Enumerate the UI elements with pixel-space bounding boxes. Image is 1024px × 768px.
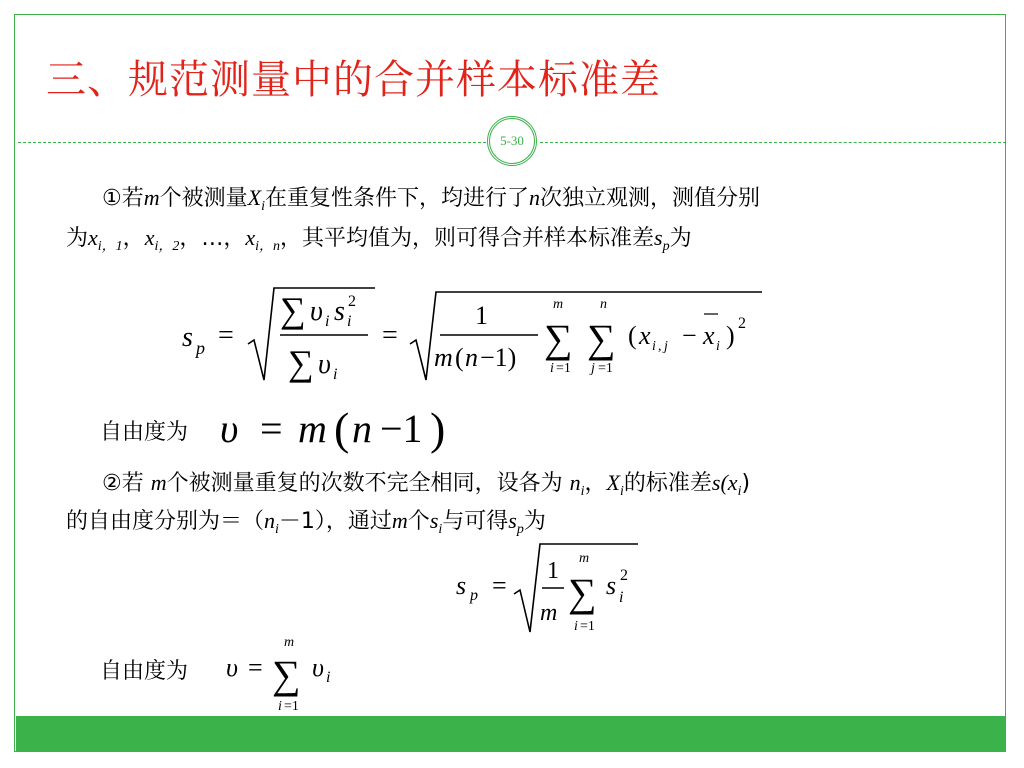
svg-text:j: j <box>664 339 668 354</box>
svg-text:): ) <box>726 321 735 350</box>
svg-text:υ: υ <box>318 349 331 380</box>
p2-t5: 个 <box>407 509 430 534</box>
slide-title: 三、规范测量中的合并样本标准差 <box>46 57 661 103</box>
svg-text:∑: ∑ <box>587 316 616 361</box>
svg-text:i: i <box>278 699 282 714</box>
p1-x1: x <box>88 225 98 250</box>
paragraph-1-line-2 <box>66 221 692 263</box>
p1-t5: ，其平均值为，则可得合并样本标准差 <box>280 226 655 251</box>
p1-x3: x <box>245 225 256 250</box>
svg-text:s: s <box>182 322 193 353</box>
svg-text:=1: =1 <box>556 361 571 376</box>
p2-t6: 与可得 <box>442 509 509 534</box>
svg-text:∑: ∑ <box>288 343 314 383</box>
dof-2-label: 自由度为 <box>100 659 189 684</box>
svg-text:(: ( <box>455 343 464 372</box>
dof-1-formula <box>212 400 462 456</box>
p2-m2: m <box>391 508 408 533</box>
p2-m: m <box>150 470 167 495</box>
svg-text:i: i <box>326 669 331 686</box>
svg-text:i: i <box>574 619 578 634</box>
svg-text:2: 2 <box>620 567 628 584</box>
p2-n: n <box>569 470 581 495</box>
page-number: 5-30 <box>500 133 524 148</box>
svg-text:(: ( <box>334 403 350 454</box>
p2-s3: s <box>508 508 517 533</box>
pooled-std-formula-2 <box>452 540 652 640</box>
p2-s2-sub: i <box>438 522 443 538</box>
p2-arg: (x <box>720 470 738 495</box>
p1-s: s <box>654 225 663 250</box>
svg-text:i: i <box>619 589 624 606</box>
svg-text:j: j <box>591 361 595 376</box>
paragraph-2-line-1 <box>102 466 750 508</box>
svg-text:∑: ∑ <box>544 316 573 361</box>
svg-text:s: s <box>606 571 617 600</box>
page-number-badge <box>487 116 537 166</box>
svg-text:i: i <box>716 339 720 354</box>
p1-x1-sub: i，1 <box>97 239 123 255</box>
svg-text:−: − <box>682 321 697 350</box>
p2-sep: ， <box>584 471 607 496</box>
svg-text:i: i <box>550 361 554 376</box>
svg-text:m: m <box>298 406 327 451</box>
pooled-std-formula <box>170 282 790 387</box>
p1-lead: ①若 <box>102 186 144 211</box>
p1-n: n <box>529 185 540 210</box>
svg-text:x: x <box>639 321 651 350</box>
p2-n-sub: i <box>580 484 585 500</box>
svg-text:=1: =1 <box>580 619 595 634</box>
svg-text:n: n <box>465 343 478 372</box>
svg-text:x: x <box>703 321 715 350</box>
p2-n2: n <box>264 508 276 533</box>
p1-X: X <box>247 185 262 210</box>
svg-text:n: n <box>352 406 372 451</box>
svg-text:n: n <box>600 297 607 312</box>
svg-text:υ: υ <box>312 653 324 682</box>
p1-x2-sub: i，2 <box>154 239 180 255</box>
footer-bar <box>16 716 1006 752</box>
svg-text:=1: =1 <box>598 361 613 376</box>
p2-n2-sub: i <box>275 522 279 538</box>
svg-text:): ) <box>430 403 446 454</box>
p1-s-sub: p <box>662 239 670 255</box>
svg-text:=: = <box>492 571 507 600</box>
p2-s: s <box>711 470 721 495</box>
svg-text:(: ( <box>628 321 637 350</box>
svg-text:∑: ∑ <box>280 290 306 330</box>
svg-text:m: m <box>579 551 590 566</box>
svg-text:∑: ∑ <box>272 652 301 697</box>
svg-text:=: = <box>248 653 263 682</box>
p2-t7: 为 <box>523 509 546 534</box>
p2-t2: 的标准差 <box>623 471 712 496</box>
p2-X-sub: i <box>620 484 624 500</box>
p1-t4: 为 <box>66 226 89 251</box>
svg-text:−1): −1) <box>480 343 517 372</box>
svg-text:m: m <box>434 343 453 372</box>
svg-text:υ: υ <box>226 653 238 682</box>
dof-2-formula <box>222 630 352 714</box>
p1-sep2: ，…， <box>179 226 246 251</box>
svg-text:−1: −1 <box>380 406 423 451</box>
paragraph-1-line-1 <box>102 181 760 223</box>
p2-arg-sub: i <box>737 484 742 500</box>
p2-arg-close: ) <box>741 471 751 496</box>
svg-text:m: m <box>553 297 564 312</box>
svg-text:υ: υ <box>220 406 239 451</box>
svg-text:υ: υ <box>310 296 323 327</box>
svg-text:1: 1 <box>547 558 559 584</box>
p1-sep1: ， <box>122 226 145 251</box>
p1-m: m <box>143 185 160 210</box>
svg-text:i: i <box>333 366 338 383</box>
svg-text:1: 1 <box>475 301 488 330</box>
p1-X-sub: i <box>261 199 265 215</box>
svg-text:i: i <box>347 313 352 330</box>
p1-x2: x <box>144 225 155 250</box>
svg-text:2: 2 <box>738 315 746 332</box>
svg-text:p: p <box>196 338 205 358</box>
p1-t1: 个被测量 <box>159 186 248 211</box>
p2-t1: 个被测量重复的次数不完全相同，设各为 <box>166 471 563 496</box>
svg-text:,: , <box>658 339 662 354</box>
p1-t3: 次独立观测，测值分别 <box>540 186 761 211</box>
dof-1-label: 自由度为 <box>100 420 189 445</box>
svg-text:i: i <box>325 313 330 330</box>
svg-text:=: = <box>218 320 234 351</box>
p1-x3-sub: i，n <box>255 239 281 255</box>
p1-t6: 为 <box>669 226 692 251</box>
svg-text:s: s <box>334 296 345 327</box>
p2-s3-sub: p <box>516 522 524 538</box>
p2-s2: s <box>429 508 439 533</box>
svg-text:=1: =1 <box>284 699 299 714</box>
p1-t2: 在重复性条件下，均进行了 <box>264 186 529 211</box>
svg-text:m: m <box>284 635 295 650</box>
p2-t3: 的自由度分别为＝（ <box>66 509 265 534</box>
p2-lead: ②若 <box>102 471 144 496</box>
svg-text:∑: ∑ <box>568 570 597 615</box>
title-divider-left <box>18 142 486 143</box>
svg-text:=: = <box>260 406 283 451</box>
title-divider-right <box>540 142 1006 143</box>
p2-X: X <box>606 470 620 495</box>
svg-text:p: p <box>470 587 478 604</box>
p2-t4: －1），通过 <box>278 509 392 534</box>
svg-text:i: i <box>652 339 656 354</box>
svg-text:s: s <box>456 571 467 600</box>
svg-text:2: 2 <box>348 293 356 310</box>
svg-text:m: m <box>540 600 558 626</box>
svg-text:=: = <box>382 320 398 351</box>
